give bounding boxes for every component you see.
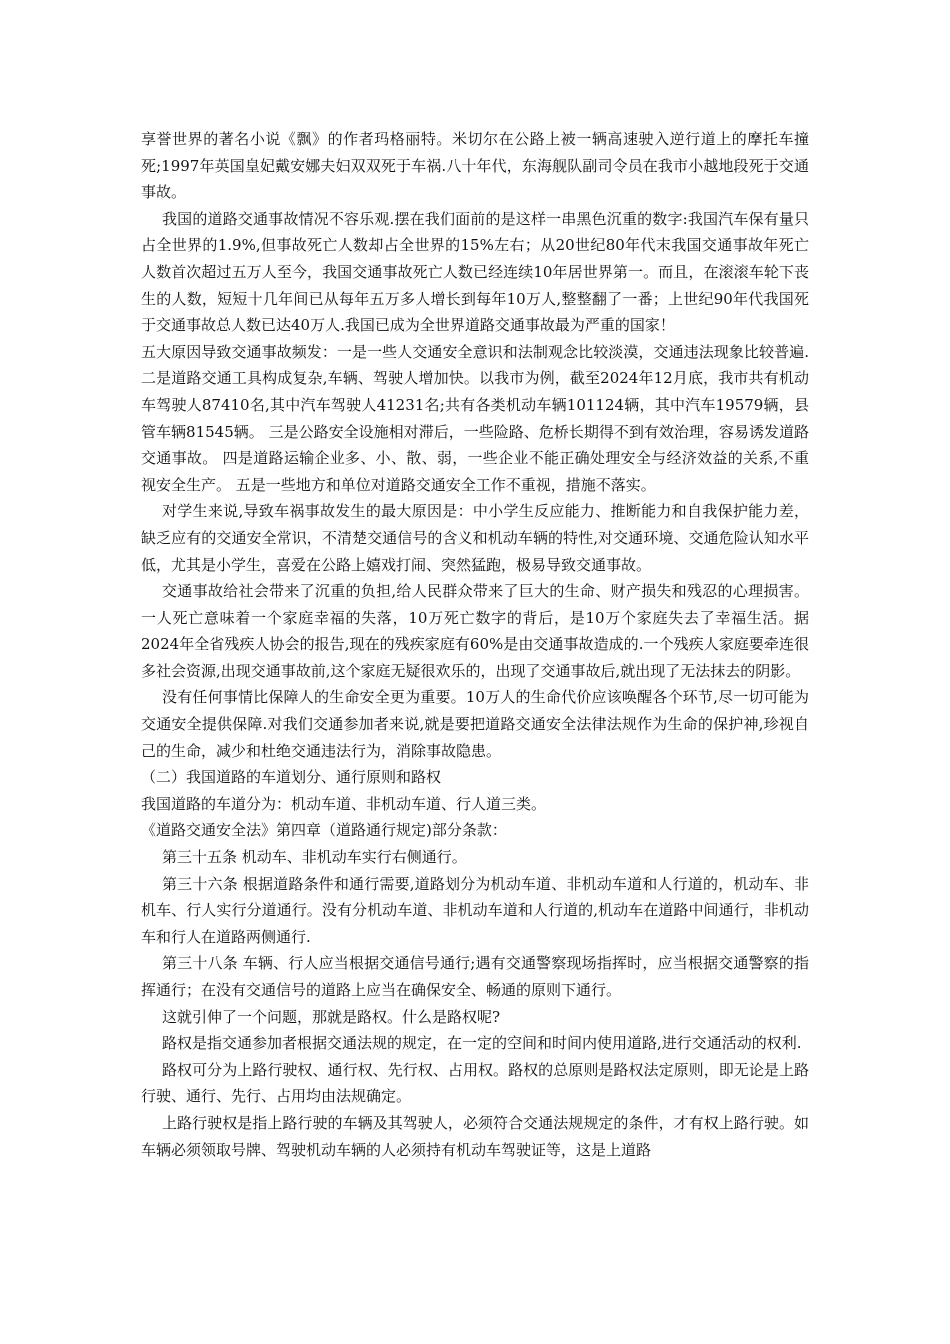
body-paragraph: 享誉世界的著名小说《飘》的作者玛格丽特。米切尔在公路上被一辆高速驶入逆行道上的摩托车撞死;1997年英国皇妃戴安娜夫妇双双死于车祸.八十年代，东海舰队副司令员在我市小越地段死于交通事故。: [141, 130, 809, 202]
document-page: [141, 126, 809, 1163]
body-paragraph: 我国的道路交通事故情况不容乐观.摆在我们面前的是这样一串黑色沉重的数字:我国汽车保有量只占全世界的1.9%,但事故死亡人数却占全世界的15%左右；从20世纪80年代末我国交通事故年死亡人数首次超过五万人至今，我国交通事故死亡人数已经连续10年居世界第一。而且，在滚滚车轮下丧生的人数，短短十几年间已从每年五万多人增长到每年10万人,整整翻了一番；上世纪90年代我国死于交通事故总人数已达40万人.我国已成为全世界道路交通事故最为严重的国家！: [141, 209, 809, 335]
law-article: 第三十五条 机动车、非机动车实行右侧通行。: [162, 848, 467, 867]
body-paragraph: 五大原因导致交通事故频发：一是一些人交通安全意识和法制观念比较淡漠，交通违法现象比较普遍. 二是道路交通工具构成复杂,车辆、驾驶人增加快。以我市为例，截至2024年12月底，我市共有机动车驾驶人87410名,其中汽车驾驶人41231名;共有各类机动车辆101124辆，其中汽车19579辆，县管车辆81545辆。 三是公路安全设施相对滞后，一些险路、危桥长期得不到有效治理，容易诱发道路交通事故。 四是道路运输企业多、小、散、弱，一些企业不能正确处理安全与经济效益的关系,不重视安全生产。 五是一些地方和单位对道路交通安全工作不重视，措施不落实。: [141, 342, 809, 494]
body-paragraph: 对学生来说,导致车祸事故发生的最大原因是：中小学生反应能力、推断能力和自我保护能力差，缺乏应有的交通安全常识，不清楚交通信号的含义和机动车辆的特性,对交通环境、交通危险认知水平低，尤其是小学生，喜爱在公路上嬉戏打闹、突然猛跑，极易导致交通事故。: [141, 502, 809, 574]
body-paragraph: 路权可分为上路行驶权、通行权、先行权、占用权。路权的总原则是路权法定原则，即无论是上路行驶、通行、先行、占用均由法规确定。: [141, 1060, 809, 1106]
body-paragraph: 路权是指交通参加者根据交通法规的规定，在一定的空间和时间内使用道路,进行交通活动的权利.: [162, 1034, 802, 1053]
body-paragraph: 这就引伸了一个问题，那就是路权。什么是路权呢?: [162, 1007, 501, 1026]
section-heading: （二）我国道路的车道划分、通行原则和路权: [141, 768, 442, 787]
body-paragraph: 上路行驶权是指上路行驶的车辆及其驾驶人，必须符合交通法规规定的条件，才有权上路行驶。如车辆必须领取号牌、驾驶机动车辆的人必须持有机动车驾驶证等，这是上道路: [141, 1113, 809, 1159]
law-article: 第三十八条 车辆、行人应当根据交通信号通行;遇有交通警察现场指挥时，应当根据交通警察的指挥通行；在没有交通信号的道路上应当在确保安全、畅通的原则下通行。: [141, 954, 809, 999]
body-paragraph: 我国道路的车道分为：机动车道、非机动车道、行人道三类。: [141, 794, 547, 813]
body-paragraph: 《道路交通安全法》第四章（道路通行规定)部分条款：: [141, 821, 507, 840]
body-paragraph: 没有任何事情比保障人的生命安全更为重要。10万人的生命代价应该唤醒各个环节,尽一切可能为交通安全提供保障.对我们交通参加者来说,就是要把道路交通安全法律法规作为生命的保护神,珍视自己的生命，减少和杜绝交通违法行为，消除事故隐患。: [141, 688, 809, 760]
law-article: 第三十六条 根据道路条件和通行需要,道路划分为机动车道、非机动车道和人行道的，机动车、非机车、行人实行分道通行。没有分机动车道、非机动车道和人行道的,机动车在道路中间通行，非机动车和行人在道路两侧通行.: [141, 874, 809, 946]
body-paragraph: 交通事故给社会带来了沉重的负担,给人民群众带来了巨大的生命、财产损失和残忍的心理损害。一人死亡意味着一个家庭幸福的失落，10万死亡数字的背后，是10万个家庭失去了幸福生活。据2024年全省残疾人协会的报告,现在的残疾家庭有60%是由交通事故造成的.一个残疾人家庭要牵连很多社会资源,出现交通事故前,这个家庭无疑很欢乐的，出现了交通事故后,就出现了无法抹去的阴影。: [141, 582, 809, 680]
